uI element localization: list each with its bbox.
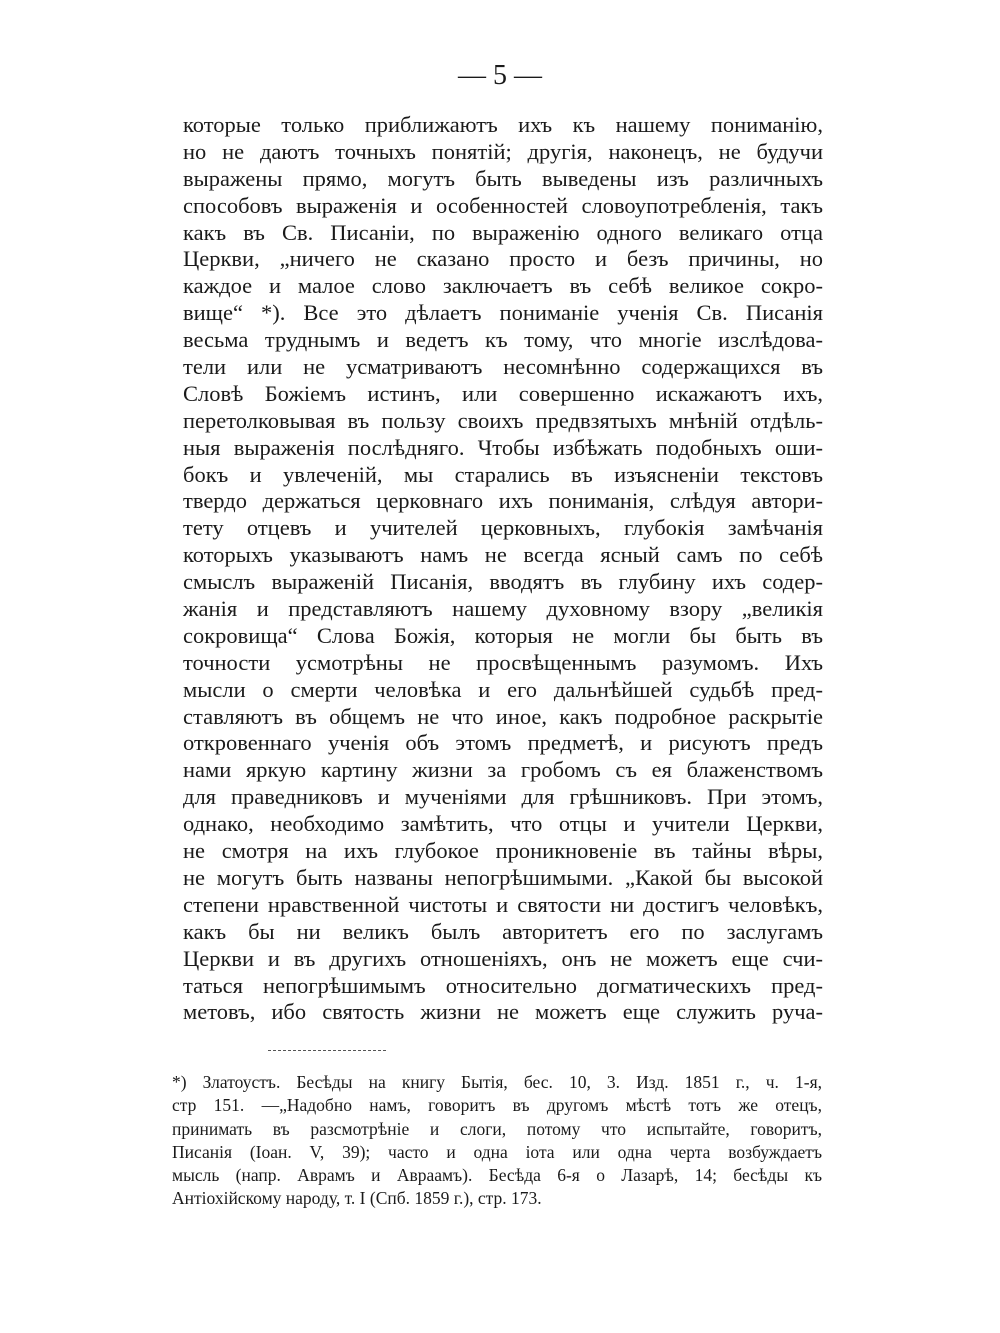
text-line: которые только приближаютъ ихъ къ нашему пониманію,	[183, 112, 823, 137]
text-line: ставляютъ въ общемъ не что иное, какъ подробное раскрытіе	[183, 703, 823, 729]
footnote-line: мысль (напр. Аврамъ и Авраамъ). Бесѣда 6-я о Лазарѣ, 14; бесѣды къ	[172, 1165, 822, 1186]
text-line: не могутъ быть названы непогрѣшимыми. „Какой бы высокой	[183, 864, 823, 890]
text-line: каждое и малое слово заключаетъ въ себѣ великое сокро-	[183, 273, 823, 299]
text-line: перетолковывая въ пользу своихъ предвзятыхъ мнѣній отдѣль-	[183, 407, 823, 433]
text-line: для праведниковъ и мученіями для грѣшниковъ. При этомъ,	[183, 784, 823, 810]
footnote-line: стр 151. —„Надобно намъ, говоритъ въ другомъ мѣстѣ тотъ же отецъ,	[172, 1095, 822, 1116]
text-line: тели или не усматриваютъ несомнѣнно содержащихся въ	[183, 354, 823, 380]
text-line: бокъ и увлеченій, мы старались въ изъясненіи текстовъ	[183, 461, 823, 487]
footnote-line: *) Златоустъ. Бесѣды на книгу Бытія, бес. 10, 3. Изд. 1851 г., ч. 1-я,	[172, 1072, 822, 1092]
text-line: мысли о смерти человѣка и его дальнѣйшей судьбѣ пред-	[183, 676, 823, 702]
text-line: точности усмотрѣны не просвѣщеннымъ разумомъ. Ихъ	[183, 649, 823, 675]
text-line: весьма труднымъ и ведетъ къ тому, что многіе изслѣдова-	[183, 327, 823, 353]
footnote-line: Антіохійскому народу, т. I (Спб. 1859 г.), стр. 173.	[172, 1188, 542, 1209]
text-line: жанія и представляютъ нашему духовному взору „великія	[183, 596, 823, 622]
text-line: Церкви и въ другихъ отношеніяхъ, онъ не можетъ еще счи-	[183, 945, 823, 971]
text-line: метовъ, ибо святость жизни не можетъ еще служить руча-	[183, 999, 823, 1025]
footnote-line: принимать въ разсмотрѣніе и слоги, потому что испытайте, говоритъ,	[172, 1118, 822, 1139]
text-line: тету отцевъ и учителей церковныхъ, глубокія замѣчанія	[183, 515, 823, 541]
text-line: ныя выраженія послѣдняго. Чтобы избѣжать подобныхъ оши-	[183, 434, 823, 460]
footnote-block	[172, 1071, 822, 1211]
text-line: способовъ выраженія и особенностей словоупотребленія, такъ	[183, 192, 823, 218]
page-number-header: — 5 —	[458, 60, 542, 91]
main-text-block	[183, 112, 823, 1026]
text-line: но не даютъ точныхъ понятій; другія, наконецъ, не будучи	[183, 138, 823, 164]
text-line: которыхъ указываютъ намъ не всегда ясный самъ по себѣ	[183, 542, 823, 568]
text-line: Словѣ Божіемъ истинъ, или совершенно искажаютъ ихъ,	[183, 380, 823, 406]
footnote-line: Писанія (Іоан. V, 39); часто и одна іота или одна черта возбуждаетъ	[172, 1141, 822, 1162]
text-line: степени нравственной чистоты и святости ни достигъ человѣкъ,	[183, 891, 823, 917]
text-line: сокровища“ Слова Божія, которыя не могли бы быть въ	[183, 622, 823, 648]
text-line: твердо держаться церковнаго ихъ пониманія, слѣдуя автори-	[183, 488, 823, 514]
text-line: откровеннаго ученія объ этомъ предметѣ, и рисуютъ предъ	[183, 730, 823, 756]
text-line: смыслъ выраженій Писанія, вводятъ въ глубину ихъ содер-	[183, 569, 823, 595]
footnote-separator	[268, 1050, 386, 1051]
text-line: какъ бы ни великъ былъ авторитетъ его по заслугамъ	[183, 918, 823, 944]
text-line: какъ въ Св. Писаніи, по выраженію одного великаго отца	[183, 219, 823, 245]
text-line: не смотря на ихъ глубокое проникновеніе въ тайны вѣры,	[183, 838, 823, 864]
text-line: вище“ *). Все это дѣлаетъ пониманіе ученія Св. Писанія	[183, 300, 823, 326]
text-line: выражены прямо, могутъ быть выведены изъ различныхъ	[183, 165, 823, 191]
text-line: однако, необходимо замѣтить, что отцы и учители Церкви,	[183, 811, 823, 837]
text-line: Церкви, „ничего не сказано просто и безъ причины, но	[183, 246, 823, 272]
text-line: таться непогрѣшимымъ относительно догматическихъ пред-	[183, 972, 823, 998]
text-line: нами яркую картину жизни за гробомъ съ ея блаженствомъ	[183, 757, 823, 783]
